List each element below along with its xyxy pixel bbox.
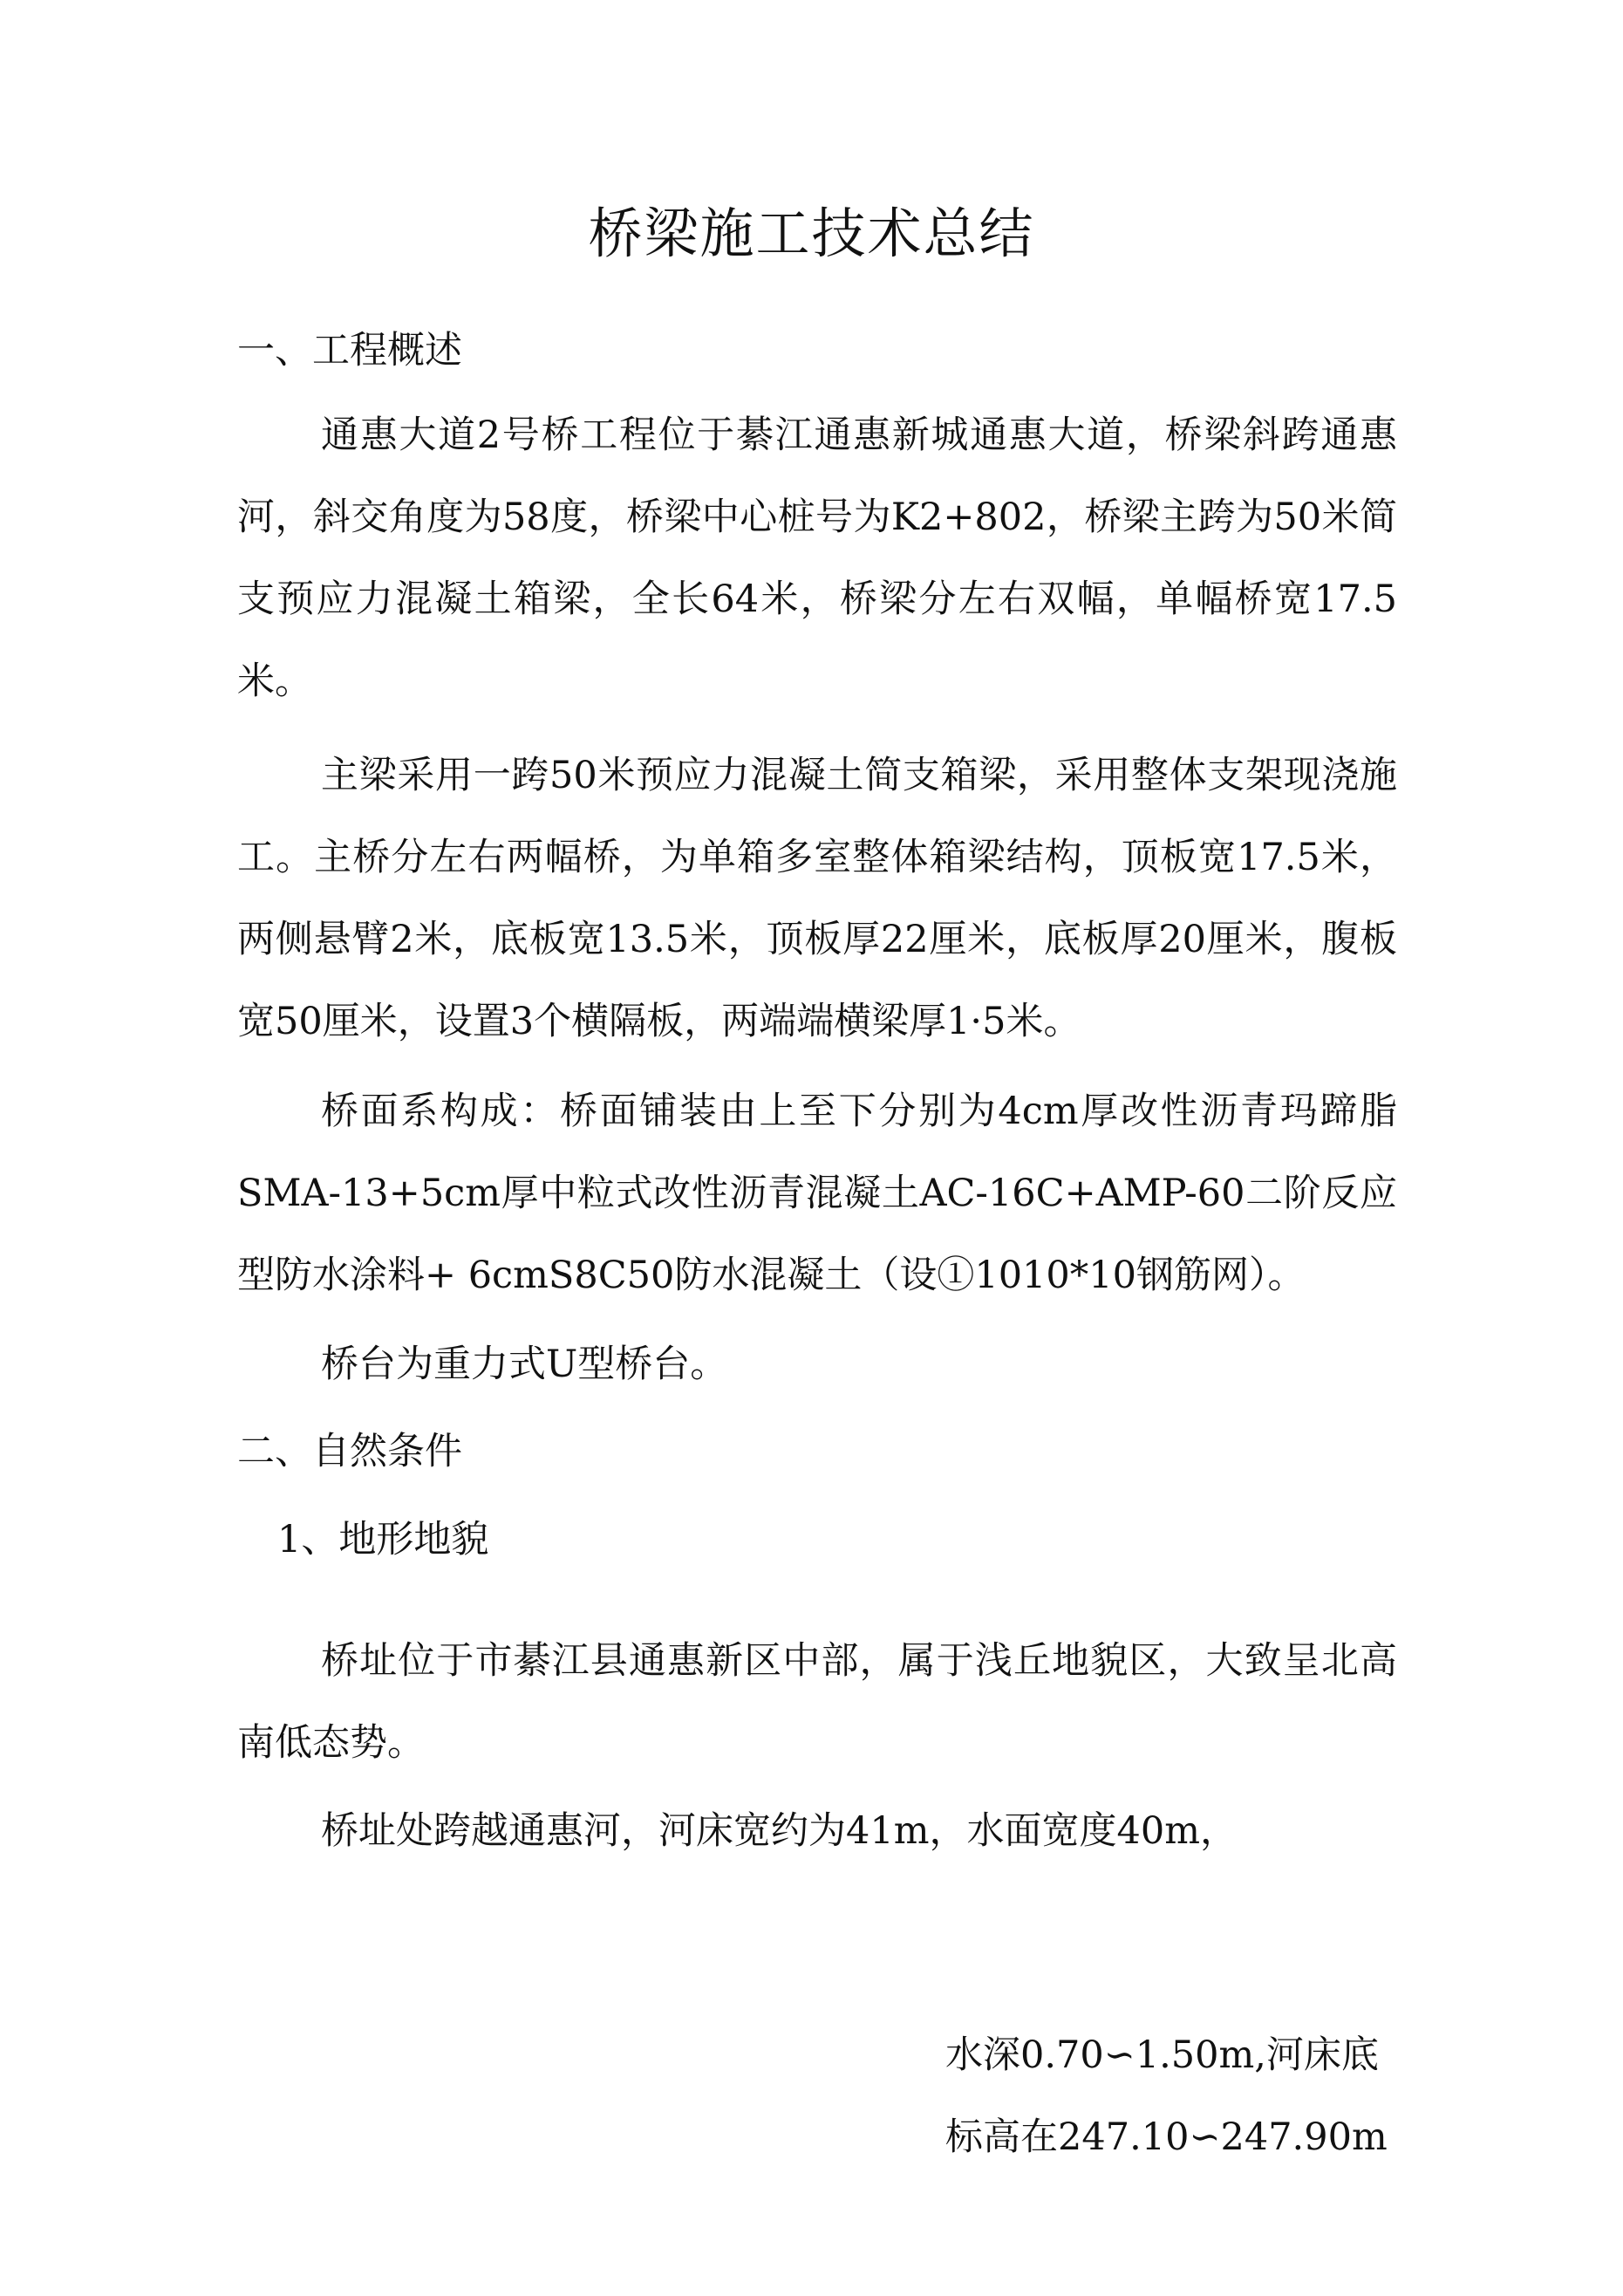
paragraph-main-beam — [237, 735, 1397, 1063]
paragraph-river — [237, 1790, 1397, 1872]
paragraph-abutment — [237, 1323, 1397, 1405]
floating-text-riverbed-elevation: 标高在247.10∽247.90m — [945, 2115, 1388, 2159]
paragraph-text: 桥址位于市綦江县通惠新区中部，属于浅丘地貌区，大致呈北高南低态势。 — [237, 1639, 1397, 1765]
paragraph-project-overview — [237, 394, 1397, 722]
section-heading-natural-conditions: 二、自然条件 — [237, 1430, 462, 1473]
document-title: 桥梁施工技术总结 — [588, 202, 1035, 265]
paragraph-terrain — [237, 1620, 1397, 1784]
paragraph-text: 桥台为重力式U型桥台。 — [321, 1343, 728, 1386]
paragraph-text: 通惠大道2号桥工程位于綦江通惠新城通惠大道，桥梁斜跨通惠河，斜交角度为58度，桥梁中心桩号为K2+802，桥梁主跨为50米简支预应力混凝土箱梁，全长64米，桥梁分左右双幅，单幅桥宽17.5米。 — [237, 413, 1397, 703]
paragraph-text: 桥面系构成：桥面铺装由上至下分别为4cm厚改性沥青玛蹄脂SMA-13+5cm厚中粒式改性沥青混凝土AC-16C+AMP-60二阶反应型防水涂料+ 6cmS8C50防水混凝土（设①1010*10钢筋网）。 — [237, 1090, 1397, 1297]
section-heading-overview: 一、工程概述 — [237, 329, 462, 372]
floating-text-water-depth: 水深0.70∽1.50m,河床底 — [945, 2033, 1379, 2077]
paragraph-deck-system — [237, 1070, 1397, 1316]
paragraph-text: 桥址处跨越通惠河，河床宽约为41m，水面宽度40m， — [321, 1809, 1238, 1853]
subsection-heading-terrain: 1、地形地貌 — [277, 1518, 489, 1561]
paragraph-text: 主梁采用一跨50米预应力混凝土简支箱梁，采用整体支架现浇施工。主桥分左右两幅桥，为单箱多室整体箱梁结构，顶板宽17.5米，两侧悬臂2米，底板宽13.5米，顶板厚22厘米，底板厚20厘米，腹板宽50厘米，设置3个横隔板，两端端横梁厚1·5米。 — [237, 754, 1397, 1043]
